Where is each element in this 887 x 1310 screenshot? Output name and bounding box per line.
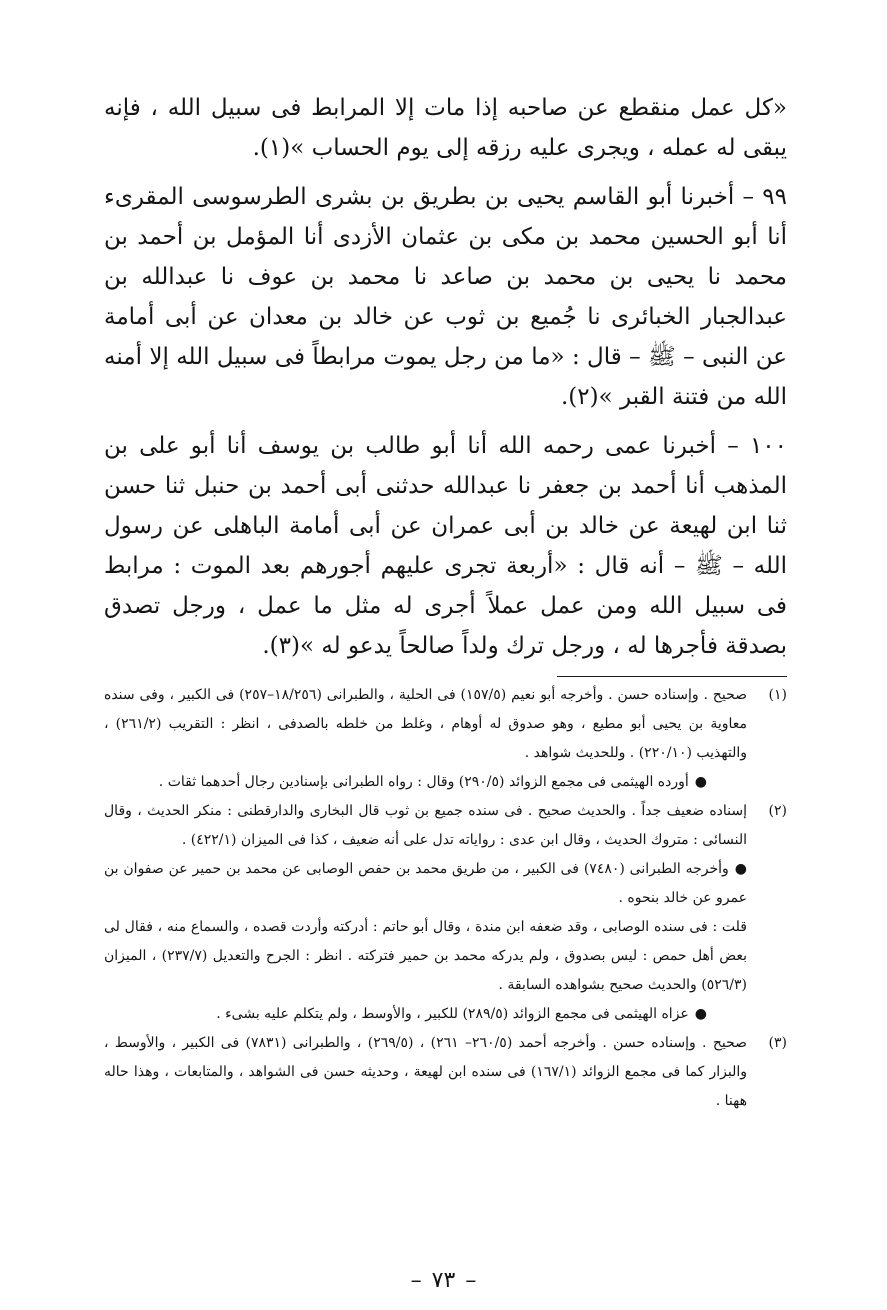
footnote-number: (٣)	[768, 1035, 787, 1051]
page-content	[104, 88, 787, 1116]
main-paragraph-100: ١٠٠ – أخبرنا عمى رحمه الله أنا أبو طالب بن يوسف أنا أبو على بن المذهب أنا أحمد بن جعفر نا عبدالله حدثنى أبى أحمد بن حنبل ثنا حسن ثنا ابن لهيعة عن خالد بن أبى عمران عن أبى أمامة الباهلى عن رسول الله – ﷺ – أنه قال : «أربعة تجرى عليهم أجورهم بعد الموت : مرابط فى سبيل الله ومن عمل عملاً أجرى له مثل ما عمل ، ورجل تصدق بصدقة فأجرها له ، ورجل ترك ولداً صالحاً يدعو له »(٣).	[104, 433, 788, 659]
bullet-icon: ●	[694, 1006, 707, 1022]
footnote-separator	[557, 676, 787, 677]
page-number: –٧٣–	[410, 1268, 477, 1293]
footnote-text: إسناده ضعيف جداً . والحديث صحيح . فى سنده جميع بن ثوب قال البخارى والدارقطنى : منكر الحديث ، وقال النسائى : متروك الحديث ، وقال ابن عدى : رواياته تدل على أنه ضعيف ، كذا فى الميزان (٤٢٢/١) .	[104, 803, 747, 848]
footnote-text: ●وأخرجه الطبرانى (٧٤٨٠) فى الكبير ، من طريق محمد بن حفص الوصابى عن محمد بن حمير عن صفوان بن عمرو عن خالد بنحوه .	[104, 855, 747, 913]
footnote-number: (١)	[768, 687, 787, 703]
footnote-text: صحيح . وإسناده حسن . وأخرجه أبو نعيم (١٥٧/٥) فى الحلية ، والطبرانى (١٨/٢٥٦–٢٥٧) فى الكبير ، وفى سنده معاوية بن يحيى أبو مطيع ، وهو صدوق له أوهام ، وغلط من خلطه بالصدفى ، انظر : التقريب (٢٦١/٢) ، والتهذيب (٢٢٠/١٠) . وللحديث شواهد .	[104, 687, 748, 761]
footnote-text: ●عزاه الهيثمى فى مجمع الزوائد (٢٨٩/٥) للكبير ، والأوسط ، ولم يتكلم عليه بشىء .	[104, 1000, 747, 1029]
bullet-icon: ●	[734, 861, 747, 877]
footnote-1	[104, 681, 787, 797]
footnote-text: قلت : فى سنده الوصابى ، وقد ضعفه ابن مندة ، وقال أبو حاتم : أدركته وأردت قصده ، والسماع منه ، فقال لى بعض أهل حمص : ليس بصدوق ، ولم يدركه محمد بن حمير فتركته . انظر : الجرح والتعديل (٢٣٧/٧) ، الميزان (٥٢٦/٣) والحديث صحيح بشواهده السابقة .	[104, 919, 747, 993]
main-paragraph-1: «كل عمل منقطع عن صاحبه إذا مات إلا المرابط فى سبيل الله ، فإنه يبقى له عمله ، ويجرى عليه رزقه إلى يوم الحساب »(١).	[104, 95, 787, 161]
footnote-number: (٢)	[768, 803, 787, 819]
footnotes	[104, 681, 787, 1116]
bullet-icon: ●	[694, 774, 707, 790]
main-paragraph-99: ٩٩ – أخبرنا أبو القاسم يحيى بن بطريق بن بشرى الطرسوسى المقرىء أنا أبو الحسين محمد بن مكى بن عثمان الأزدى أنا المؤمل بن أحمد بن محمد نا يحيى بن محمد بن صاعد نا محمد بن عوف نا عبدالله بن عبدالجبار الخبائرى نا جُميع بن ثوب عن خالد بن معدان عن أبى أمامة عن النبى – ﷺ – قال : «ما من رجل يموت مرابطاً فى سبيل الله إلا أمنه الله من فتنة القبر »(٢).	[104, 184, 787, 410]
footnote-3	[104, 1029, 787, 1116]
footnote-text: ●أورده الهيثمى فى مجمع الزوائد (٢٩٠/٥) وقال : رواه الطبرانى بإسنادين رجال أحدهما ثقات .	[104, 768, 747, 797]
footnote-2	[104, 797, 787, 1029]
footnote-text: صحيح . وإسناده حسن . وأخرجه أحمد (٢٦٠/٥– ٢٦١) ، (٢٦٩/٥) ، والطبرانى (٧٨٣١) فى الكبير ، والأوسط ، والبزار كما فى مجمع الزوائد (١٦٧/١) فى سنده ابن لهيعة ، وحديثه حسن فى الشواهد ، والمتابعات ، وهذا حاله ههنا .	[104, 1035, 748, 1109]
